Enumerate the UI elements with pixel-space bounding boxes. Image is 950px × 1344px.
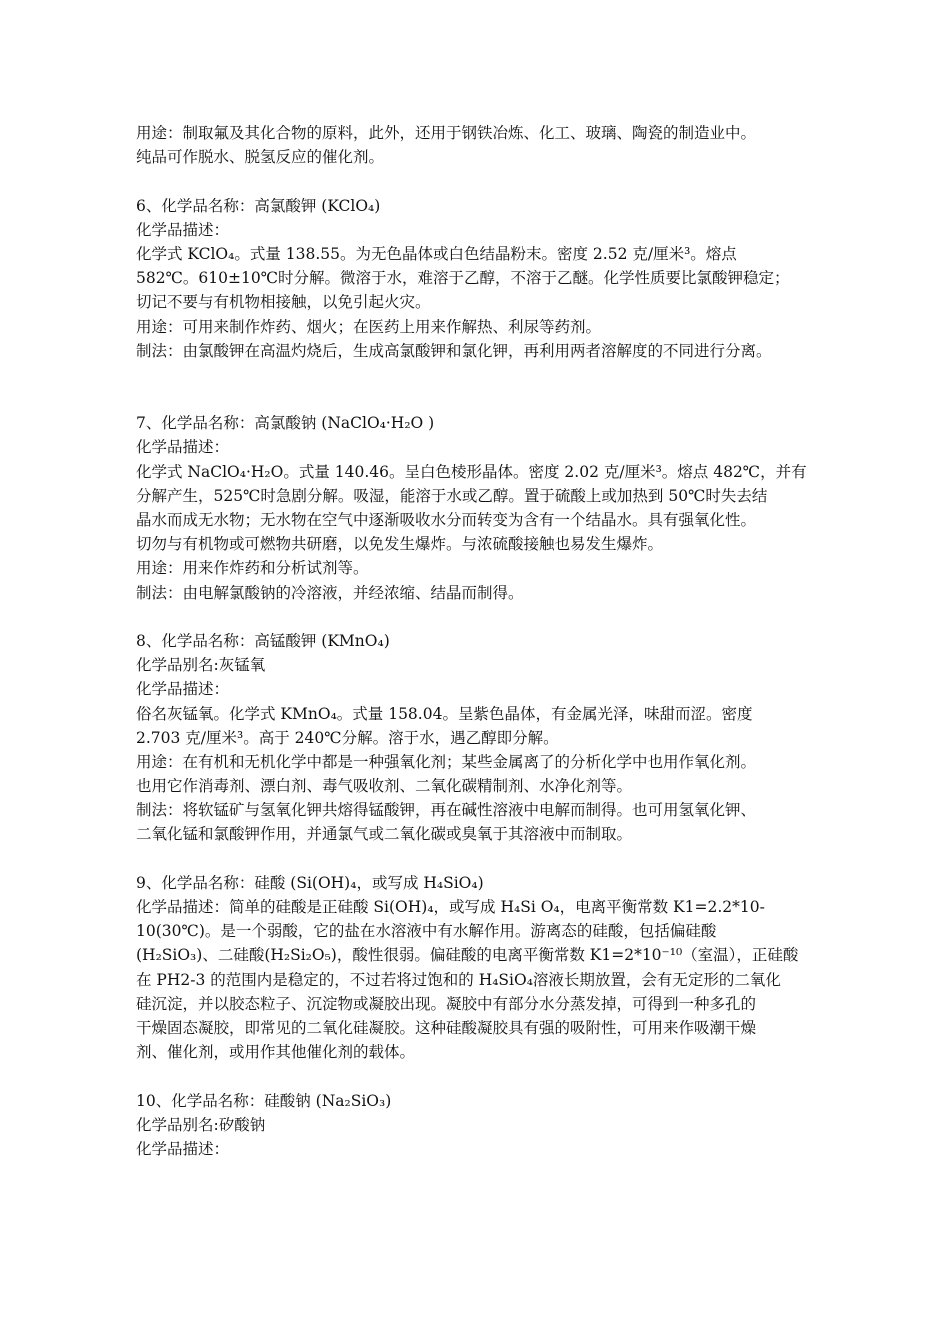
paragraph-line: 用途：用来作炸药和分析试剂等。 xyxy=(136,559,369,578)
section-heading: 8、化学品名称：高锰酸钾 (KMnO₄) xyxy=(136,631,390,650)
paragraph-line: 也用它作消毒剂、漂白剂、毒气吸收剂、二氧化碳精制剂、水净化剂等。 xyxy=(136,777,633,796)
paragraph-line: 化学品描述： xyxy=(136,1139,230,1158)
paragraph-line: 化学品描述：简单的硅酸是正硅酸 Si(OH)₄，或写成 H₄Si O₄，电离平衡常数 K1=2.2*10- xyxy=(136,898,765,917)
paragraph-line: 化学品别名:灰锰氧 xyxy=(136,656,266,675)
paragraph-line: 用途：在有机和无机化学中都是一种强氧化剂；某些金属离了的分析化学中也用作氧化剂。 xyxy=(136,752,757,771)
paragraph-line: 晶水而成无水物；无水物在空气中逐渐吸收水分而转变为含有一个结晶水。具有强氧化性。 xyxy=(136,511,757,530)
paragraph-line: 二氧化锰和氯酸钾作用，并通氯气或二氧化碳或臭氧于其溶液中而制取。 xyxy=(136,825,633,844)
paragraph-line: 制法：由氯酸钾在高温灼烧后，生成高氯酸钾和氯化钾，再利用两者溶解度的不同进行分离。 xyxy=(136,341,772,360)
section-6-potassium-perchlorate xyxy=(136,194,836,363)
paragraph-gap xyxy=(136,847,836,871)
paragraph-line: 制法：将软锰矿与氢氧化钾共熔得锰酸钾，再在碱性溶液中电解而制得。也可用氢氧化钾、 xyxy=(136,801,757,820)
paragraph-line: 化学式 KClO₄。式量 138.55。为无色晶体或白色结晶粉末。密度 2.52 克/厘米³。熔点 xyxy=(136,244,737,263)
section-heading: 7、化学品名称：高氯酸钠 (NaClO₄·H₂O ) xyxy=(136,414,435,433)
section-heading: 10、化学品名称：硅酸钠 (Na₂SiO₃) xyxy=(136,1091,392,1110)
section-9-silicic-acid xyxy=(136,871,836,1065)
paragraph-line: 俗名灰锰氧。化学式 KMnO₄。式量 158.04。呈紫色晶体，有金属光泽，味甜而涩。密度 xyxy=(136,704,753,723)
paragraph-gap xyxy=(136,605,836,629)
paragraph-gap xyxy=(136,169,836,193)
paragraph-line: 干燥固态凝胶，即常见的二氧化硅凝胶。这种硅酸凝胶具有强的吸附性，可用来作吸潮干燥 xyxy=(136,1018,757,1037)
section-7-sodium-perchlorate xyxy=(136,411,836,605)
paragraph-line: 在 PH2-3 的范围内是稳定的，不过若将过饱和的 H₄SiO₄溶液长期放置，会有无定形的二氧化 xyxy=(136,970,781,989)
paragraph-line: 用途：可用来制作炸药、烟火；在医药上用来作解热、利尿等药剂。 xyxy=(136,317,602,336)
paragraph-line: 用途：制取氟及其化合物的原料，此外，还用于钢铁冶炼、化工、玻璃、陶瓷的制造业中。 xyxy=(136,124,757,142)
paragraph-gap xyxy=(136,363,836,411)
paragraph-line: 纯品可作脱水、脱氢反应的催化剂。 xyxy=(136,148,385,167)
paragraph-line: 10(30℃)。是一个弱酸，它的盐在水溶液中有水解作用。游离态的硅酸，包括偏硅酸 xyxy=(136,922,717,941)
text-block-fluoride-uses xyxy=(136,121,836,169)
paragraph-line: 化学品别名:矽酸钠 xyxy=(136,1115,266,1134)
document-page xyxy=(136,121,836,1161)
paragraph-line: 剂、催化剂，或用作其他催化剂的载体。 xyxy=(136,1043,416,1062)
section-heading: 9、化学品名称：硅酸 (Si(OH)₄，或写成 H₄SiO₄) xyxy=(136,873,484,892)
paragraph-gap xyxy=(136,1064,836,1088)
paragraph-line: 分解产生，525℃时急剧分解。吸湿，能溶于水或乙醇。置于硫酸上或加热到 50℃时失去结 xyxy=(136,486,768,505)
section-8-potassium-permanganate xyxy=(136,629,836,847)
paragraph-line: 582℃。610±10℃时分解。微溶于水，难溶于乙醇，不溶于乙醚。化学性质要比氯酸钾稳定； xyxy=(136,269,790,288)
paragraph-line: 化学式 NaClO₄·H₂O。式量 140.46。呈白色棱形晶体。密度 2.02 克/厘米³。熔点 482℃，并有 xyxy=(136,462,807,481)
section-10-sodium-silicate xyxy=(136,1089,836,1162)
paragraph-line: 切记不要与有机物相接触，以免引起火灾。 xyxy=(136,293,431,312)
paragraph-line: (H₂SiO₃)、二硅酸(H₂Si₂O₅)，酸性很弱。偏硅酸的电离平衡常数 K1=2*10⁻¹⁰（室温），正硅酸 xyxy=(136,946,799,965)
paragraph-line: 化学品描述： xyxy=(136,680,230,699)
paragraph-line: 切勿与有机物或可燃物共研磨，以免发生爆炸。与浓硫酸接触也易发生爆炸。 xyxy=(136,535,664,554)
paragraph-line: 硅沉淀，并以胶态粒子、沉淀物或凝胶出现。凝胶中有部分水分蒸发掉，可得到一种多孔的 xyxy=(136,994,757,1013)
paragraph-line: 制法：由电解氯酸钠的冷溶液，并经浓缩、结晶而制得。 xyxy=(136,583,524,602)
paragraph-line: 化学品描述： xyxy=(136,220,230,239)
section-heading: 6、化学品名称：高氯酸钾 (KClO₄) xyxy=(136,196,381,215)
paragraph-line: 2.703 克/厘米³。高于 240℃分解。溶于水，遇乙醇即分解。 xyxy=(136,728,559,747)
paragraph-line: 化学品描述： xyxy=(136,438,230,457)
